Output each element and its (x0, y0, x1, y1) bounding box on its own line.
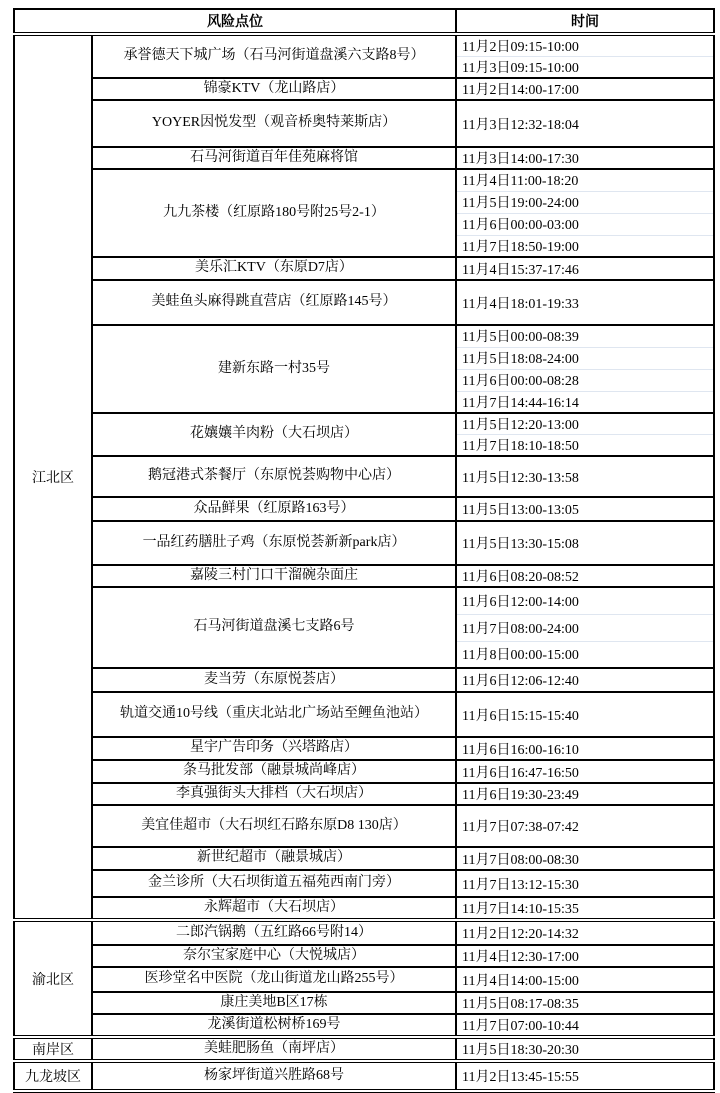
table-row (14, 280, 714, 325)
time-cell: 11月7日14:44-16:14 (456, 391, 714, 413)
location-cell: 嘉陵三村门口干溜碗杂面庄 (92, 565, 456, 587)
time-cell: 11月6日00:00-03:00 (456, 213, 714, 235)
time-cell: 11月5日08:17-08:35 (456, 992, 714, 1014)
location-cell: 美宜佳超市（大石坝红石路东原D8 130店） (92, 805, 456, 847)
risk-table-header (14, 9, 714, 34)
table-row (14, 1014, 714, 1037)
time-cell: 11月5日00:00-08:39 (456, 325, 714, 347)
location-cell: 轨道交通10号线（重庆北站北广场站至鲤鱼池站） (92, 692, 456, 737)
risk-table (13, 8, 715, 1093)
time-cell: 11月4日15:37-17:46 (456, 257, 714, 280)
table-row (14, 992, 714, 1014)
time-cell: 11月3日09:15-10:00 (456, 57, 714, 79)
time-cell: 11月8日00:00-15:00 (456, 641, 714, 668)
table-row (14, 870, 714, 897)
location-cell: 二郎汽锅鹅（五红路66号附14） (92, 920, 456, 945)
time-cell: 11月7日07:38-07:42 (456, 805, 714, 847)
table-row (14, 897, 714, 920)
table-row (14, 413, 714, 435)
location-cell: 金兰诊所（大石坝街道五福苑西南门旁） (92, 870, 456, 897)
table-row (14, 565, 714, 587)
time-cell: 11月3日12:32-18:04 (456, 100, 714, 147)
time-cell: 11月2日13:45-15:55 (456, 1061, 714, 1091)
location-cell: 锦豪KTV（龙山路店） (92, 78, 456, 100)
time-cell: 11月6日16:00-16:10 (456, 737, 714, 760)
time-cell: 11月5日13:30-15:08 (456, 521, 714, 565)
time-cell: 11月4日18:01-19:33 (456, 280, 714, 325)
location-cell: 条马批发部（融景城尚峰店） (92, 760, 456, 783)
table-row (14, 169, 714, 191)
location-cell: 众品鲜果（红原路163号） (92, 497, 456, 521)
location-cell: 一品红药膳肚子鸡（东原悦荟新新park店） (92, 521, 456, 565)
time-cell: 11月7日14:10-15:35 (456, 897, 714, 920)
table-row (14, 456, 714, 497)
table-row (14, 1061, 714, 1091)
district-cell-渝北区: 渝北区 (14, 920, 92, 1037)
table-row (14, 78, 714, 100)
district-cell-江北区: 江北区 (14, 34, 92, 920)
location-cell: 星宇广告印务（兴塔路店） (92, 737, 456, 760)
table-row (14, 945, 714, 967)
table-row (14, 783, 714, 805)
time-cell: 11月6日16:47-16:50 (456, 760, 714, 783)
time-cell: 11月7日13:12-15:30 (456, 870, 714, 897)
time-cell: 11月4日11:00-18:20 (456, 169, 714, 191)
district-cell-九龙坡区: 九龙坡区 (14, 1061, 92, 1091)
table-row (14, 737, 714, 760)
table-row (14, 668, 714, 692)
location-cell: 建新东路一村35号 (92, 325, 456, 413)
table-row (14, 805, 714, 847)
table-row (14, 34, 714, 57)
location-cell: 新世纪超市（融景城店） (92, 847, 456, 870)
time-cell: 11月6日12:00-14:00 (456, 587, 714, 614)
risk-table-body (14, 34, 714, 1091)
time-cell: 11月7日08:00-08:30 (456, 847, 714, 870)
location-cell: 花孃孃羊肉粉（大石坝店） (92, 413, 456, 456)
location-cell: 奈尔宝家庭中心（大悦城店） (92, 945, 456, 967)
time-cell: 11月2日14:00-17:00 (456, 78, 714, 100)
header-time: 时间 (456, 9, 714, 34)
table-row (14, 325, 714, 347)
time-cell: 11月7日07:00-10:44 (456, 1014, 714, 1037)
location-cell: YOYER因悦发型（观音桥奥特莱斯店） (92, 100, 456, 147)
time-cell: 11月7日18:50-19:00 (456, 235, 714, 257)
time-cell: 11月5日12:20-13:00 (456, 413, 714, 435)
time-cell: 11月4日12:30-17:00 (456, 945, 714, 967)
table-row (14, 920, 714, 945)
time-cell: 11月7日18:10-18:50 (456, 435, 714, 457)
table-row (14, 692, 714, 737)
location-cell: 石马河街道百年佳苑麻将馆 (92, 147, 456, 169)
location-cell: 永辉超市（大石坝店） (92, 897, 456, 920)
location-cell: 石马河街道盘溪七支路6号 (92, 587, 456, 668)
location-cell: 美蛙鱼头麻得跳直营店（红原路145号） (92, 280, 456, 325)
time-cell: 11月5日18:08-24:00 (456, 347, 714, 369)
district-cell-南岸区: 南岸区 (14, 1037, 92, 1061)
time-cell: 11月2日09:15-10:00 (456, 34, 714, 57)
table-row (14, 847, 714, 870)
table-row (14, 967, 714, 992)
time-cell: 11月3日14:00-17:30 (456, 147, 714, 169)
location-cell: 鹅冠港式茶餐厅（东原悦荟购物中心店） (92, 456, 456, 497)
table-row (14, 257, 714, 280)
time-cell: 11月4日14:00-15:00 (456, 967, 714, 992)
time-cell: 11月5日18:30-20:30 (456, 1037, 714, 1061)
location-cell: 康庄美地B区17栋 (92, 992, 456, 1014)
location-cell: 李真强街头大排档（大石坝店） (92, 783, 456, 805)
table-row (14, 521, 714, 565)
time-cell: 11月5日13:00-13:05 (456, 497, 714, 521)
table-row (14, 147, 714, 169)
time-cell: 11月5日12:30-13:58 (456, 456, 714, 497)
location-cell: 杨家坪街道兴胜路68号 (92, 1061, 456, 1091)
table-row (14, 100, 714, 147)
location-cell: 龙溪街道松树桥169号 (92, 1014, 456, 1037)
location-cell: 麦当劳（东原悦荟店） (92, 668, 456, 692)
header-location: 风险点位 (14, 9, 456, 34)
time-cell: 11月5日19:00-24:00 (456, 191, 714, 213)
location-cell: 医珍堂名中医院（龙山街道龙山路255号） (92, 967, 456, 992)
table-row (14, 1037, 714, 1061)
location-cell: 九九茶楼（红原路180号附25号2-1） (92, 169, 456, 257)
table-row (14, 587, 714, 614)
time-cell: 11月7日08:00-24:00 (456, 614, 714, 641)
time-cell: 11月2日12:20-14:32 (456, 920, 714, 945)
time-cell: 11月6日12:06-12:40 (456, 668, 714, 692)
table-row (14, 497, 714, 521)
time-cell: 11月6日19:30-23:49 (456, 783, 714, 805)
location-cell: 承誉德天下城广场（石马河街道盘溪六支路8号） (92, 34, 456, 78)
time-cell: 11月6日00:00-08:28 (456, 369, 714, 391)
location-cell: 美蛙肥肠鱼（南坪店） (92, 1037, 456, 1061)
table-row (14, 760, 714, 783)
time-cell: 11月6日08:20-08:52 (456, 565, 714, 587)
time-cell: 11月6日15:15-15:40 (456, 692, 714, 737)
location-cell: 美乐汇KTV（东原D7店） (92, 257, 456, 280)
